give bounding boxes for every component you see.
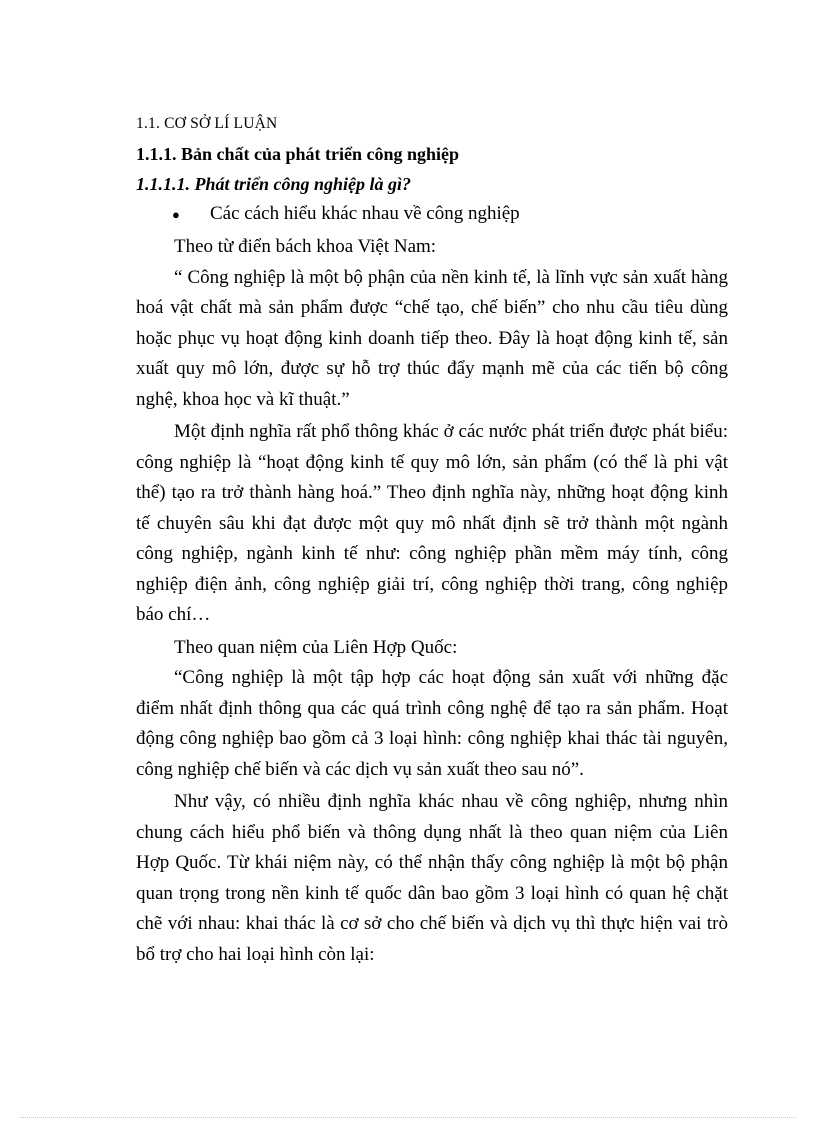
paragraph-1: Theo từ điển bách khoa Việt Nam: xyxy=(174,236,437,257)
subsubsection-heading: 1.1.1.1. Phát triển công nghiệp là gì? xyxy=(136,174,412,194)
bullet-text: Các cách hiểu khác nhau về công nghiệp xyxy=(210,203,520,224)
document-body xyxy=(136,112,728,970)
paragraph-5: “Công nghiệp là một tập hợp các hoạt động sản xuất với những đặc điểm nhất định thông qua các quá trình công nghệ để tạo ra sản phẩm. Hoạt động công nghiệp bao gồm cả 3 loại hình: công nghiệp khai thác tài nguyên, công nghiệp chế biến và các dịch vụ sản xuất theo sau nó”. xyxy=(136,667,728,780)
paragraph-4: Theo quan niệm của Liên Hợp Quốc: xyxy=(174,636,458,658)
bullet-icon: ● xyxy=(172,207,180,222)
subsection-heading: 1.1.1. Bản chất của phát triển công nghiệp xyxy=(136,144,460,164)
paragraph-6: Như vậy, có nhiều định nghĩa khác nhau về công nghiệp, nhưng nhìn chung cách hiểu phổ biến và thông dụng nhất là theo quan niệm của Liên Hợp Quốc. Từ khái niệm này, có thể nhận thấy công nghiệp là một bộ phận quan trọng trong nền kinh tế quốc dân bao gồm 3 loại hình có quan hệ chặt chẽ với nhau: khai thác là cơ sở cho chế biến và dịch vụ thì thực hiện vai trò bổ trợ cho hai loại hình còn lại: xyxy=(136,791,728,965)
bullet-item xyxy=(136,202,728,227)
paragraph-2: “ Công nghiệp là một bộ phận của nền kinh tế, là lĩnh vực sản xuất hàng hoá vật chất mà sản phẩm được “chế tạo, chế biến” cho nhu cầu tiêu dùng hoặc phục vụ hoạt động kinh doanh tiếp theo. Đây là hoạt động kinh tế, sản xuất quy mô lớn, được sự hỗ trợ thúc đẩy mạnh mẽ của các tiến bộ công nghệ, khoa học và kĩ thuật.” xyxy=(136,266,728,410)
paragraph-3: Một định nghĩa rất phổ thông khác ở các nước phát triển được phát biểu: công nghiệp là “hoạt động kinh tế quy mô lớn, sản phẩm (có thể là phi vật thể) tạo ra trở thành hàng hoá.” Theo định nghĩa này, những hoạt động kinh tế chuyên sâu khi đạt được một quy mô nhất định sẽ trở thành một ngành công nghiệp, ngành kinh tế như: công nghiệp phần mềm máy tính, công nghiệp điện ảnh, công nghiệp giải trí, công nghiệp thời trang, công nghiệp báo chí… xyxy=(136,421,728,625)
page-bottom-divider xyxy=(20,1117,796,1118)
section-heading: 1.1. CƠ SỞ LÍ LUẬN xyxy=(136,115,278,132)
